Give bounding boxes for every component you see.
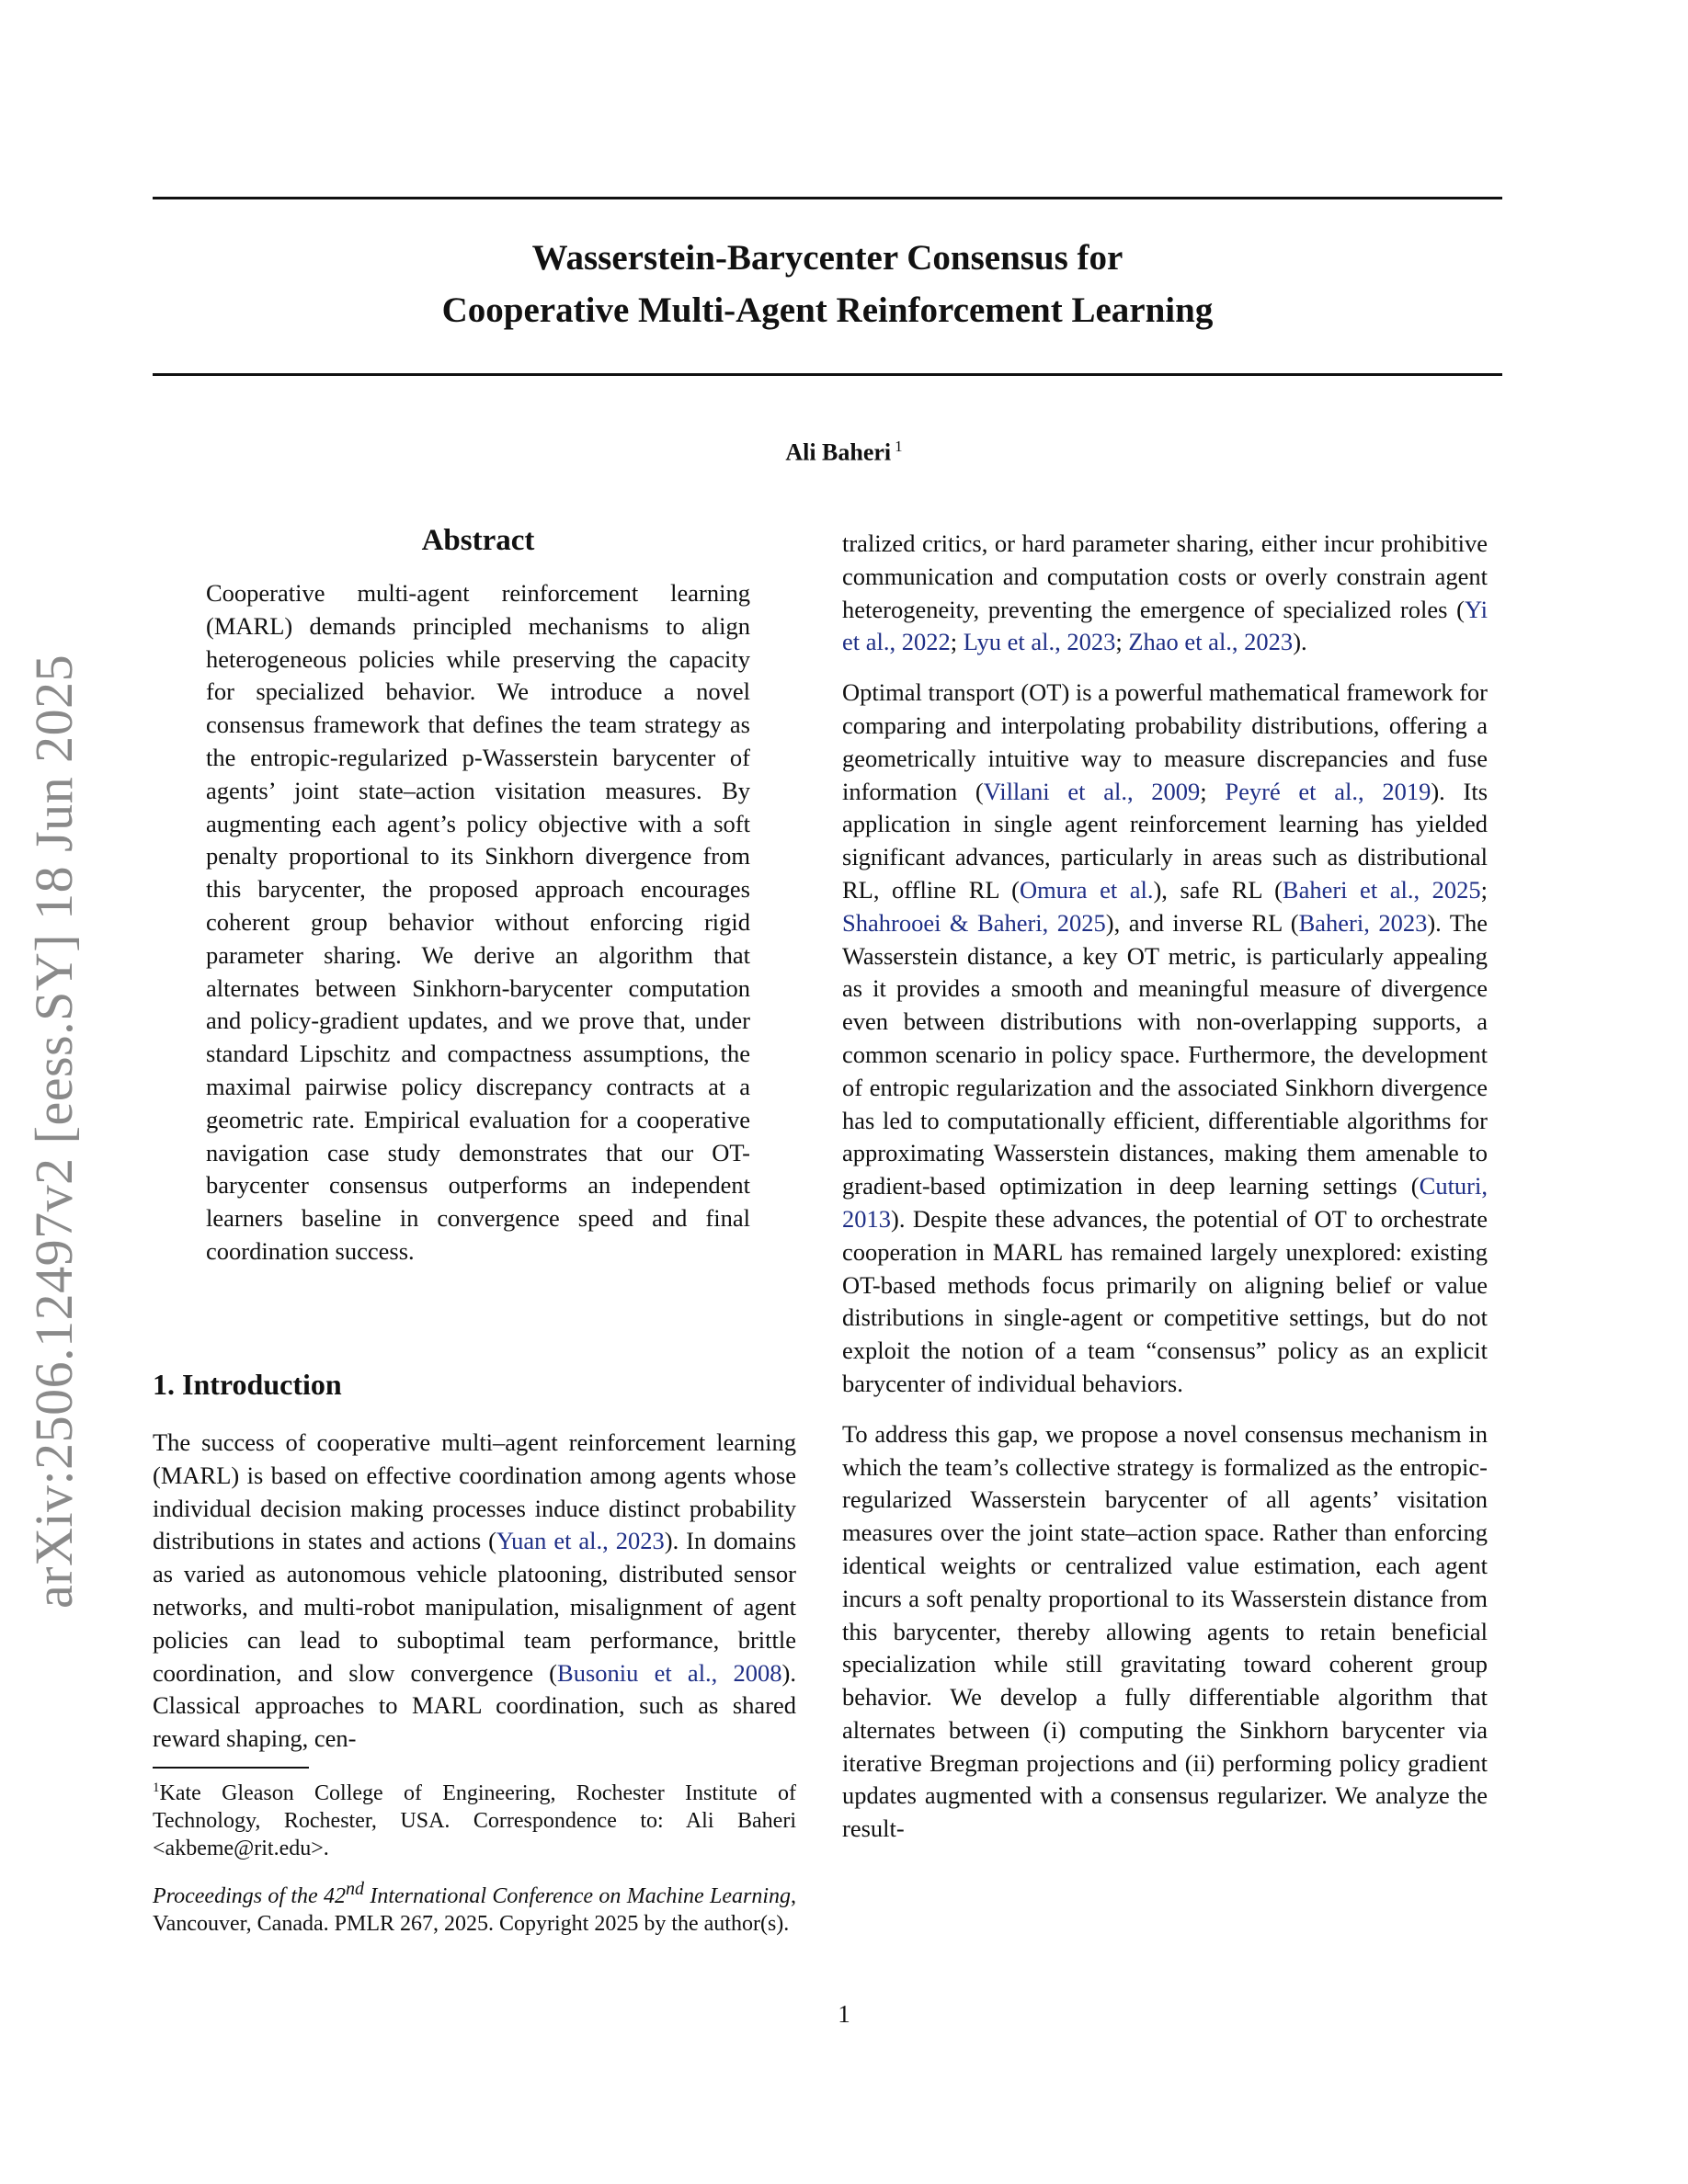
footnote-text: Kate Gleason College of Engineering, Rochester Institute of Technology, Rochester, USA. Correspondence to: Ali Baheri <akbeme@rit.edu>. bbox=[153, 1781, 796, 1860]
intro-paragraph-4 bbox=[842, 1418, 1488, 1846]
citation-link[interactable]: Lyu et al., 2023 bbox=[963, 628, 1116, 656]
paragraph-text-run: ; bbox=[1200, 777, 1226, 805]
title-top-rule bbox=[153, 197, 1502, 199]
left-column-body bbox=[153, 1427, 796, 1756]
paragraph-text-run: ). Its application in single agent reinforcement learning has yielded significant advances, particularly in areas such as distributional RL, offline RL ( bbox=[842, 777, 1488, 904]
citation-link[interactable]: Yi et al., 2022 bbox=[842, 595, 1488, 656]
citation-link[interactable]: Baheri et al., 2025 bbox=[1282, 875, 1481, 904]
intro-paragraph-3 bbox=[842, 677, 1488, 1401]
proceedings-venue-part-2: International Conference on Machine Learning bbox=[364, 1884, 791, 1908]
paragraph-text-run: To address this gap, we propose a novel consensus mechanism in which the team’s collective strategy is formalized as the entropic-regularized Wasserstein barycenter of all agents’ visitation measures over the joint state–action space. Rather than enforcing identical weights or centralized value estimation, each agent incurs a soft penalty proportional to its Wasserstein distance from this barycenter, thereby allowing agents to retain beneficial specialization while still gravitating toward coherent group behavior. We develop a fully differentiable algorithm that alternates between (i) computing the Sinkhorn barycenter via iterative Bregman projections and (ii) performing policy gradient updates augmented with a consensus regularizer. We analyze the result- bbox=[842, 1419, 1488, 1843]
paragraph-text-run: The success of cooperative multi–agent reinforcement learning (MARL) is based on effective coordination among agents whose individual decision making processes induce distinct probability distributions in states and actions ( bbox=[153, 1428, 796, 1555]
abstract-text: Cooperative multi-agent reinforcement learning (MARL) demands principled mechanisms to align heterogeneous policies while preserving the capacity for specialized behavior. We introduce a novel consensus framework that defines the team strategy as the entropic-regularized p-Wasserstein barycenter of agents’ joint state–action visitation measures. By augmenting each agent’s policy objective with a soft penalty proportional to its Sinkhorn divergence from this barycenter, the proposed approach encourages coherent group behavior without enforcing rigid parameter sharing. We derive an algorithm that alternates between Sinkhorn-barycenter computation and policy-gradient updates, and we prove that, under standard Lipschitz and compactness assumptions, the maximal pairwise policy discrepancy contracts at a geometric rate. Empirical evaluation for a cooperative navigation case study demonstrates that our OT-barycenter consensus outperforms an independent learners baseline in convergence speed and final coordination success. bbox=[206, 579, 750, 1265]
paragraph-text-run: ; bbox=[1480, 875, 1488, 904]
paragraph-text-run: ), and inverse RL ( bbox=[1105, 908, 1299, 937]
page-number: 1 bbox=[838, 2000, 850, 2028]
proceedings-note bbox=[153, 1875, 796, 1938]
author-name: Ali Baheri bbox=[785, 438, 892, 466]
abstract-heading: Abstract bbox=[421, 524, 535, 557]
footnote-mark: 1 bbox=[153, 1780, 160, 1795]
section-heading-introduction: 1. Introduction bbox=[153, 1368, 342, 1401]
paragraph-text-run: Optimal transport (OT) is a powerful mathematical framework for comparing and interpolating probability distributions, offering a geometrically intuitive way to measure discrepancies and fuse information ( bbox=[842, 678, 1488, 805]
citation-link[interactable]: Yuan et al., 2023 bbox=[496, 1527, 665, 1555]
paragraph-text-run: ). bbox=[1293, 628, 1307, 656]
title-line-1: Wasserstein-Barycenter Consensus for bbox=[531, 238, 1123, 278]
citation-link[interactable]: Busoniu et al., 2008 bbox=[557, 1658, 782, 1687]
citation-link[interactable]: Cuturi, 2013 bbox=[842, 1172, 1488, 1233]
paragraph-text-run: ). The Wasserstein distance, a key OT metric, is particularly appealing as it provides a smooth and meaningful measure of divergence even between distributions with non-overlapping supports, a common scenario in policy space. Furthermore, the development of entropic regularization and the associated Sinkhorn divergence has led to computationally efficient, differentiable algorithms for approximating Wasserstein distances, making them amenable to gradient-based optimization in deep learning settings ( bbox=[842, 908, 1488, 1200]
paragraph-text-run: ), safe RL ( bbox=[1153, 875, 1283, 904]
citation-link[interactable]: Villani et al., 2009 bbox=[983, 777, 1201, 805]
title-bottom-rule bbox=[153, 373, 1502, 376]
affiliation-footnote bbox=[153, 1774, 796, 1862]
citation-link[interactable]: Baheri, 2023 bbox=[1298, 908, 1428, 937]
paper-title bbox=[153, 232, 1502, 336]
paragraph-text-run: ; bbox=[950, 628, 964, 656]
citation-link[interactable]: Peyré et al., 2019 bbox=[1225, 777, 1431, 805]
paragraph-text-run: ). In domains as varied as autonomous vehicle platooning, distributed sensor networks, and multi-robot manipulation, misalignment of agent policies can lead to suboptimal team performance, brittle coordination, and slow convergence ( bbox=[153, 1527, 796, 1687]
author-affiliation-mark: 1 bbox=[895, 438, 903, 455]
paragraph-text-run: ; bbox=[1115, 628, 1129, 656]
title-line-2: Cooperative Multi-Agent Reinforcement Learning bbox=[441, 290, 1214, 330]
proceedings-venue-part-1: Proceedings of the 42 bbox=[153, 1884, 347, 1908]
citation-link[interactable]: Omura et al. bbox=[1019, 875, 1154, 904]
citation-link[interactable]: Shahrooei & Baheri, 2025 bbox=[842, 908, 1106, 937]
paragraph-text-run: tralized critics, or hard parameter sharing, either incur prohibitive communication and computation costs or overly constrain agent heterogeneity, preventing the emergence of specialized roles ( bbox=[842, 529, 1488, 623]
paragraph-text-run: ). Classical approaches to MARL coordination, such as shared reward shaping, cen- bbox=[153, 1658, 796, 1753]
arxiv-identifier-stamp: arXiv:2506.12497v2 [eess.SY] 18 Jun 2025 bbox=[24, 654, 84, 1609]
proceedings-ordinal-suffix: nd bbox=[346, 1879, 365, 1899]
proceedings-details: , Vancouver, Canada. PMLR 267, 2025. Copyright 2025 by the author(s). bbox=[153, 1884, 796, 1936]
citation-link[interactable]: Zhao et al., 2023 bbox=[1128, 628, 1294, 656]
right-column-body bbox=[842, 528, 1488, 1846]
footnote-rule bbox=[153, 1767, 309, 1769]
intro-paragraph-2 bbox=[842, 528, 1488, 659]
intro-paragraph-1 bbox=[153, 1427, 796, 1756]
paragraph-text-run: ). Despite these advances, the potential of OT to orchestrate cooperation in MARL has remained largely unexplored: existing OT-based methods focus primarily on aligning belief or value distributions in single-agent or competitive settings, but do not exploit the notion of a team “consensus” policy as an explicit barycenter of individual behaviors. bbox=[842, 1204, 1488, 1397]
author-line bbox=[0, 438, 1688, 467]
